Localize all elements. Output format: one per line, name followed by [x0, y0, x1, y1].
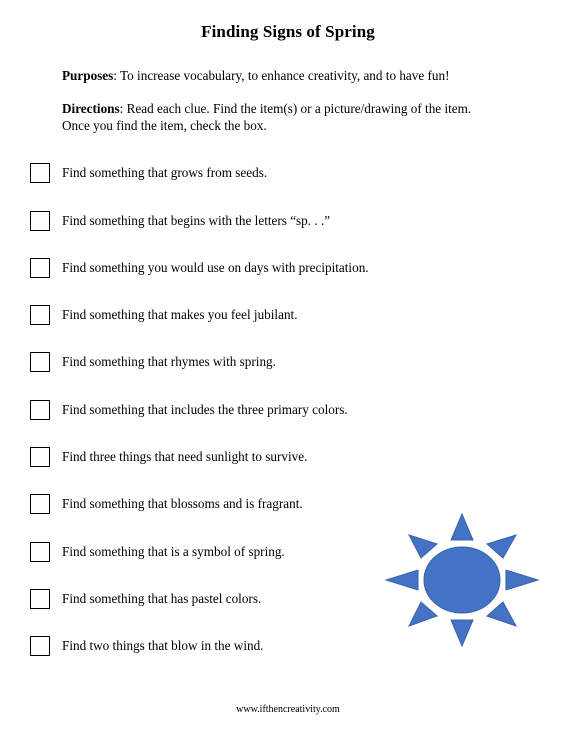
- checklist-item-label: Find something that blossoms and is fragrant.: [62, 496, 303, 511]
- checklist-item: [30, 256, 369, 280]
- checklist-item-label: Find three things that need sunlight to survive.: [62, 449, 308, 464]
- footer-url: www.ifthencreativity.com: [236, 704, 340, 715]
- checkbox[interactable]: [30, 542, 50, 562]
- checklist-item: [30, 303, 298, 327]
- directions-label: Directions: [62, 101, 120, 116]
- checklist-item-label: Find something that includes the three primary colors.: [62, 402, 348, 417]
- checkbox[interactable]: [30, 258, 50, 278]
- purposes-text: To increase vocabulary, to enhance creativity, and to have fun!: [120, 68, 450, 83]
- checklist-item-label: Find something that has pastel colors.: [62, 591, 262, 606]
- directions-line-2: Once you find the item, check the box.: [62, 118, 267, 133]
- checkbox[interactable]: [30, 211, 50, 231]
- checklist-item-label: Find something that rhymes with spring.: [62, 354, 276, 369]
- checklist-item: [30, 445, 307, 469]
- purposes-paragraph: Purposes: To increase vocabulary, to enhance creativity, and to have fun!: [62, 68, 450, 83]
- checkbox[interactable]: [30, 636, 50, 656]
- checklist-item: [30, 587, 261, 611]
- checklist-item: [30, 540, 285, 564]
- checkbox[interactable]: [30, 163, 50, 183]
- checkbox[interactable]: [30, 400, 50, 420]
- checklist-item: [30, 209, 330, 233]
- page-title: Finding Signs of Spring: [201, 22, 375, 41]
- purposes-label: Purposes: [62, 68, 114, 83]
- checkbox[interactable]: [30, 589, 50, 609]
- checklist-item: [30, 492, 303, 516]
- checkbox[interactable]: [30, 447, 50, 467]
- checklist-item: [30, 161, 267, 185]
- checklist-item-label: Find two things that blow in the wind.: [62, 638, 264, 653]
- checklist-item: [30, 398, 348, 422]
- checklist-item-label: Find something that makes you feel jubilant.: [62, 307, 298, 322]
- checklist-item: [30, 350, 276, 374]
- directions-line-1: Read each clue. Find the item(s) or a picture/drawing of the item.: [126, 101, 472, 116]
- checklist-item-label: Find something that grows from seeds.: [62, 165, 268, 180]
- checklist-item: [30, 634, 263, 658]
- checkbox[interactable]: [30, 352, 50, 372]
- directions-paragraph: Directions: Read each clue. Find the item(s) or a picture/drawing of the item. Once you find the item, check the box.: [62, 101, 472, 133]
- checkbox[interactable]: [30, 494, 50, 514]
- sun-icon: [383, 511, 543, 649]
- checklist-item-label: Find something that begins with the letters “sp. . .”: [62, 213, 331, 228]
- checklist-item-label: Find something that is a symbol of spring.: [62, 544, 285, 559]
- checklist-item-label: Find something you would use on days with precipitation.: [62, 260, 369, 275]
- checkbox[interactable]: [30, 305, 50, 325]
